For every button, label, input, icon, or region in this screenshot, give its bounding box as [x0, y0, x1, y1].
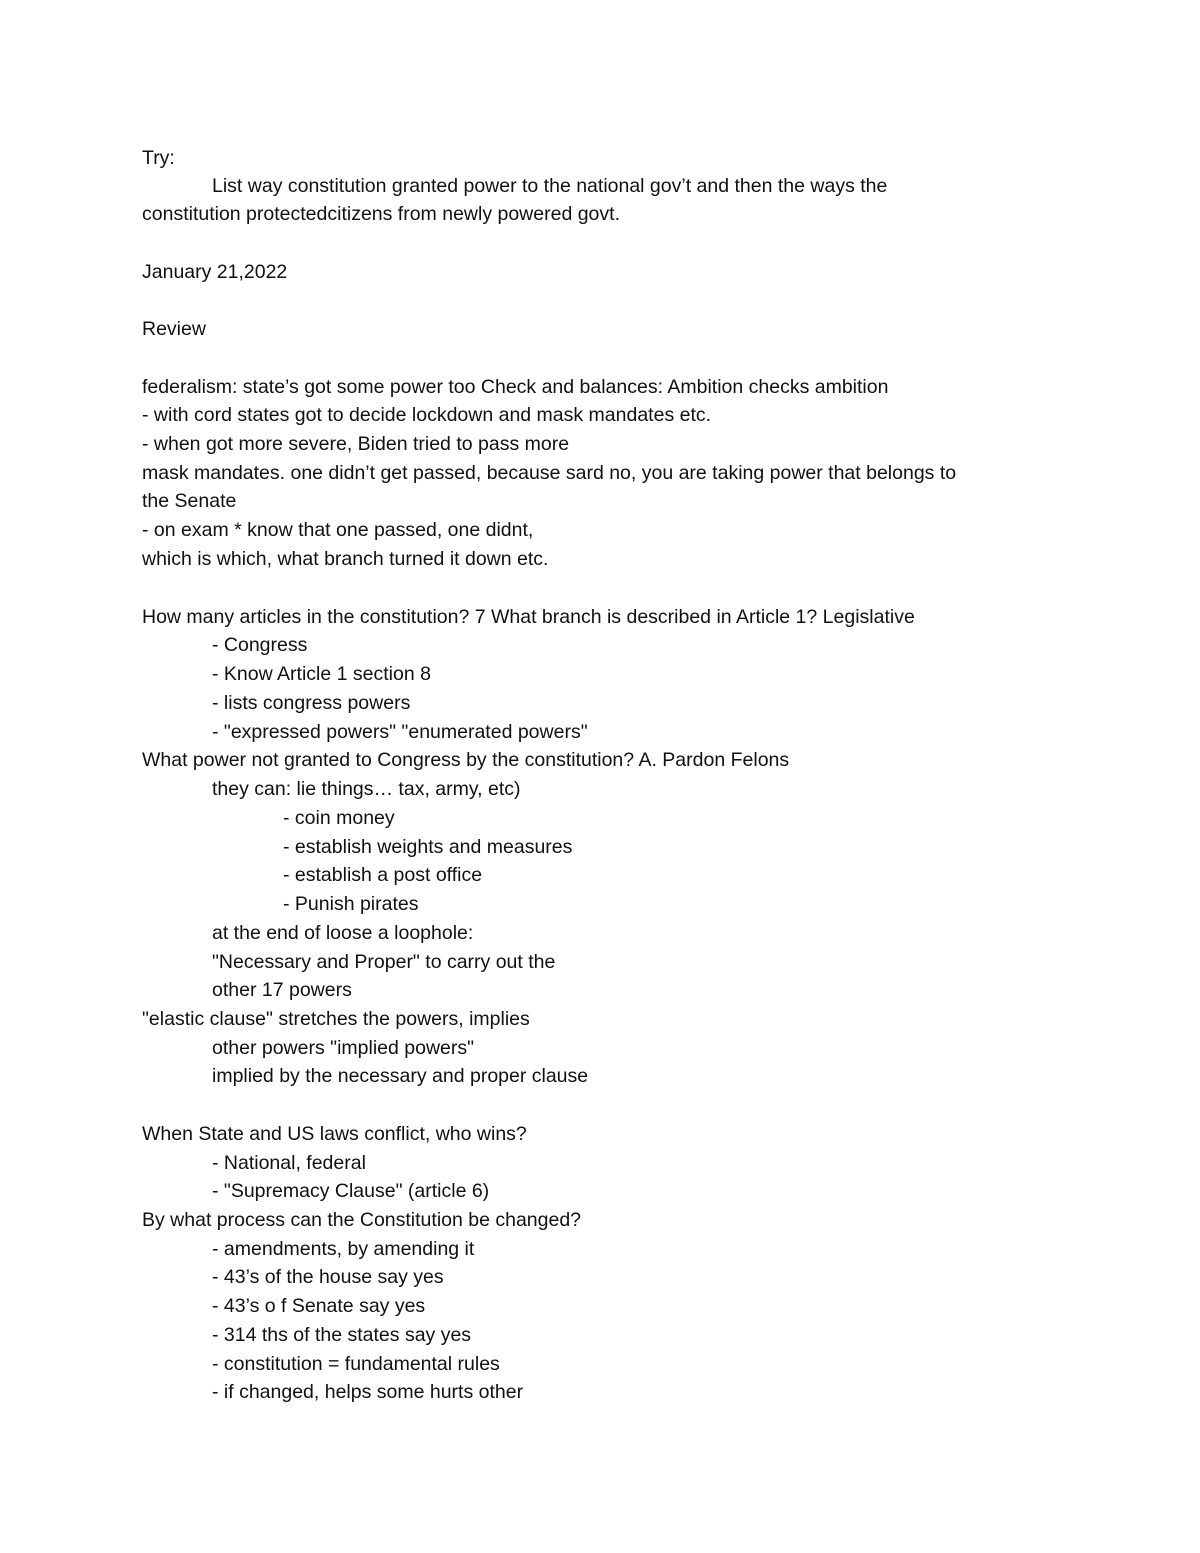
- text-line: - with cord states got to decide lockdown and mask mandates etc.: [142, 404, 712, 426]
- list-item: - Know Article 1 section 8: [212, 663, 431, 685]
- text-line: "Necessary and Proper" to carry out the: [212, 951, 556, 973]
- text-line: the Senate: [142, 490, 237, 512]
- text-line: "elastic clause" stretches the powers, implies: [142, 1008, 530, 1030]
- list-item: - Punish pirates: [283, 893, 419, 915]
- date-heading: January 21,2022: [142, 261, 288, 283]
- text-line: federalism: state’s got some power too Check and balances: Ambition checks ambition: [142, 376, 889, 398]
- text-line: - when got more severe, Biden tried to pass more: [142, 433, 570, 455]
- section-heading: Review: [142, 318, 206, 340]
- list-item: - Congress: [212, 634, 308, 656]
- text-line: they can: lie things… tax, army, etc): [212, 778, 521, 800]
- list-item: - constitution = fundamental rules: [212, 1353, 500, 1375]
- list-item: - 43’s o f Senate say yes: [212, 1295, 426, 1317]
- text-line: implied by the necessary and proper clause: [212, 1065, 589, 1087]
- list-item: - "Supremacy Clause" (article 6): [212, 1180, 490, 1202]
- list-item: - amendments, by amending it: [212, 1238, 475, 1260]
- text-line: at the end of loose a loophole:: [212, 922, 474, 944]
- list-item: - "expressed powers" "enumerated powers": [212, 721, 588, 743]
- text-line: other 17 powers: [212, 979, 352, 1001]
- list-item: - 314 ths of the states say yes: [212, 1324, 472, 1346]
- list-item: - National, federal: [212, 1152, 366, 1174]
- list-item: - if changed, helps some hurts other: [212, 1381, 524, 1403]
- list-item: - establish a post office: [283, 864, 483, 886]
- list-item: - lists congress powers: [212, 692, 411, 714]
- list-item: - establish weights and measures: [283, 836, 573, 858]
- list-item: - 43’s of the house say yes: [212, 1266, 444, 1288]
- text-line: mask mandates. one didn’t get passed, because sard no, you are taking power that belongs to: [142, 462, 957, 484]
- list-item: - coin money: [283, 807, 395, 829]
- text-line: other powers "implied powers": [212, 1037, 475, 1059]
- text-line: What power not granted to Congress by the constitution? A. Pardon Felons: [142, 749, 790, 771]
- text-line: constitution protectedcitizens from newly powered govt.: [142, 203, 620, 225]
- text-line: By what process can the Constitution be changed?: [142, 1209, 582, 1231]
- text-line: When State and US laws conflict, who wins?: [142, 1123, 527, 1145]
- text-line: How many articles in the constitution? 7 What branch is described in Article 1? Legislative: [142, 606, 915, 628]
- text-line: Try:: [142, 147, 175, 169]
- text-line: which is which, what branch turned it down etc.: [142, 548, 549, 570]
- text-line: - on exam * know that one passed, one didnt,: [142, 519, 534, 541]
- text-line: List way constitution granted power to the national gov’t and then the ways the: [212, 175, 888, 197]
